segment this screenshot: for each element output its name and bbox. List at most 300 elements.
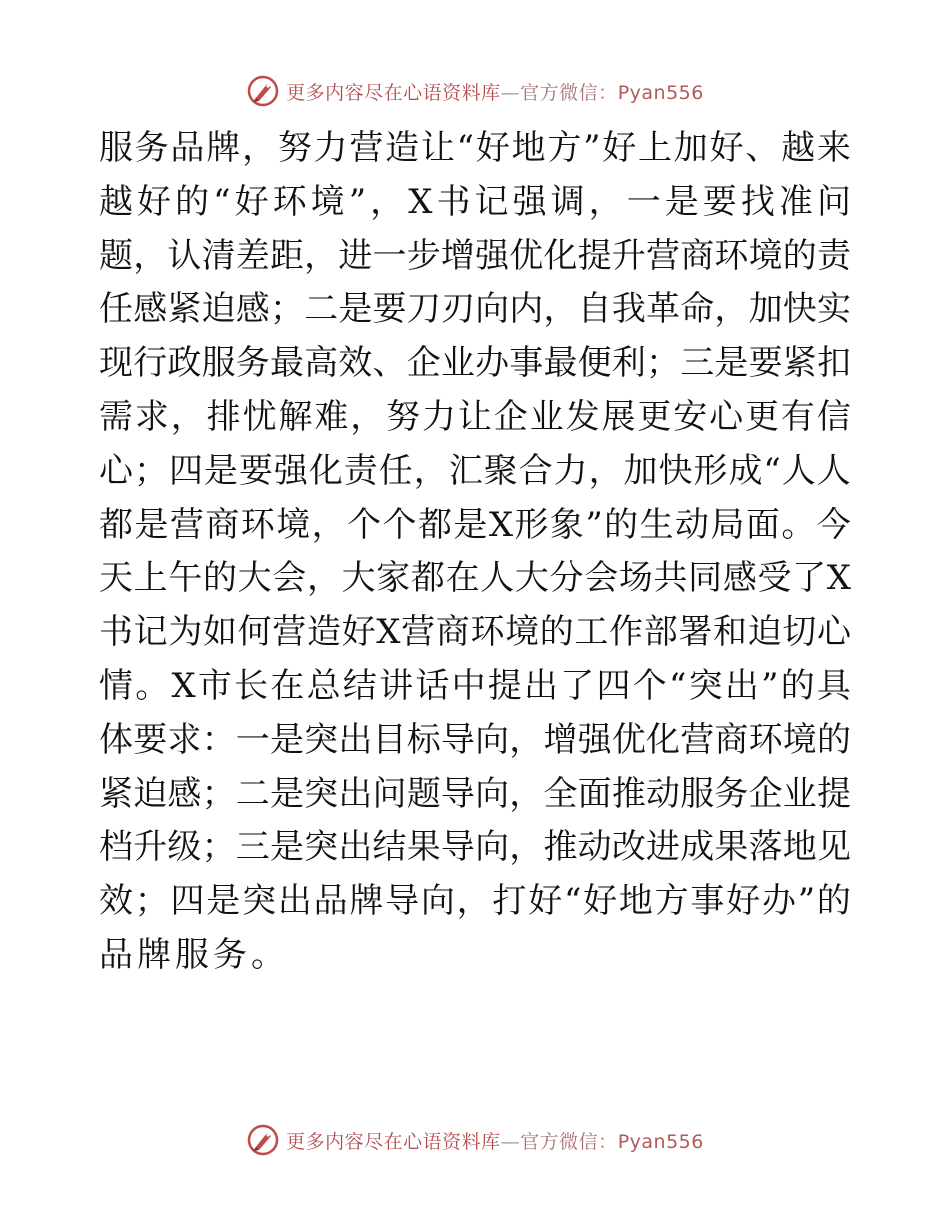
body-char: 要 (748, 343, 783, 384)
body-char: ， (714, 289, 749, 330)
body-char: 是 (134, 504, 169, 545)
body-char: 书 (436, 181, 471, 222)
body-char: 品 (170, 128, 205, 168)
body-char: 果 (714, 827, 749, 868)
body-char: 有 (780, 396, 815, 437)
body-char: 是 (206, 881, 241, 922)
body-char: 长 (234, 665, 269, 706)
body-char: 地 (511, 128, 546, 168)
body-char: 强 (273, 450, 308, 491)
body-char: 忧 (242, 396, 277, 437)
body-char: 署 (678, 612, 713, 653)
body-char: 都 (410, 558, 445, 599)
body-char: 人 (480, 558, 515, 599)
body-char: 汇 (448, 450, 483, 491)
body-char: 排 (206, 396, 241, 437)
body-char: 中 (451, 665, 486, 706)
body-char: ， (543, 289, 578, 330)
body-char: 话 (415, 665, 450, 706)
body-char: 动 (646, 773, 680, 814)
body-char: 午 (168, 558, 203, 599)
body-char: 方 (654, 881, 689, 922)
document-body (99, 122, 851, 983)
body-char: 形 (693, 450, 728, 491)
body-char: 要 (702, 181, 737, 222)
body-char: ； (201, 827, 236, 868)
body-char: 都 (417, 504, 452, 545)
body-char: 提 (816, 773, 851, 814)
body-char: 努 (386, 396, 421, 437)
body-char: 了 (792, 558, 827, 599)
body-char: 出 (277, 881, 312, 922)
body-char: 加 (748, 289, 783, 330)
body-char: 如 (202, 612, 237, 653)
body-char: 迫 (747, 612, 782, 653)
body-char: 大 (341, 558, 376, 599)
body-char: 三 (680, 343, 715, 384)
body-char: 紧 (99, 773, 133, 814)
body-char: 办 (761, 881, 796, 922)
body-char: 导 (440, 773, 475, 814)
body-char: 环 (272, 181, 307, 222)
body-char: 级 (167, 827, 202, 868)
body-char: 越 (781, 128, 816, 168)
body-char: 好 (602, 128, 637, 168)
body-char: 书 (99, 612, 133, 653)
body-char: 会 (272, 558, 307, 599)
body-char: 具 (816, 665, 851, 706)
body-char: 距 (269, 235, 304, 276)
body-char: 感 (133, 289, 168, 330)
body-char: 上 (638, 128, 673, 168)
body-char: 业 (529, 396, 564, 437)
body-char: 扣 (816, 343, 851, 384)
body-char: 信 (816, 396, 851, 437)
body-char: 效 (99, 881, 133, 922)
body-char: ； (269, 289, 304, 330)
body-char: 家 (376, 558, 411, 599)
body-char: 强 (475, 235, 510, 276)
body-char: 认 (167, 235, 202, 276)
body-char: ， (311, 504, 346, 545)
body-char: 责 (343, 450, 378, 491)
body-char: 心 (709, 396, 744, 437)
body-char: X (488, 504, 514, 545)
body-char: 好 (528, 881, 563, 922)
body-char: 三 (235, 827, 270, 868)
body-char: 在 (270, 665, 305, 706)
body-char: 地 (618, 881, 653, 922)
body-char: 推 (543, 827, 578, 868)
body-char: 档 (99, 827, 133, 868)
body-char: 是 (269, 827, 304, 868)
body-char: 难 (314, 396, 349, 437)
body-char: 导 (440, 827, 475, 868)
body-char: 的 (539, 612, 574, 653)
body-line (99, 660, 851, 714)
body-char: 商 (680, 235, 715, 276)
body-char: 清 (201, 235, 236, 276)
body-char: 出 (338, 827, 373, 868)
body-char: 营 (680, 719, 715, 760)
body-char: 企 (748, 773, 783, 814)
body-line (99, 606, 851, 660)
body-char: 准 (778, 181, 813, 222)
body-char: 升 (133, 827, 168, 868)
body-char: ， (370, 181, 405, 222)
body-char: 强 (512, 181, 547, 222)
body-char: 心 (817, 612, 851, 653)
body-char: 四 (168, 450, 203, 491)
body-char: 是 (714, 343, 749, 384)
body-char: 是 (453, 504, 488, 545)
body-char: 求 (134, 396, 169, 437)
body-char: 题 (99, 235, 133, 276)
body-char: 展 (601, 396, 636, 437)
body-char: “ (563, 881, 582, 922)
body-char: 内 (509, 289, 544, 330)
body-char: 都 (99, 504, 133, 545)
body-char: 最 (543, 343, 578, 384)
body-char: 进 (338, 235, 373, 276)
body-char: 二 (235, 773, 270, 814)
body-char: 紧 (167, 289, 202, 330)
body-char: 、 (745, 128, 780, 168)
body-char: 商 (435, 612, 470, 653)
body-char: 商 (205, 504, 240, 545)
body-line (99, 445, 851, 499)
body-char: 调 (550, 181, 585, 222)
body-char: 事 (509, 343, 544, 384)
body-char: 形 (514, 504, 549, 545)
body-char: “ (763, 450, 781, 491)
body-char: 、 (372, 343, 407, 384)
footer-dash: — (500, 1130, 521, 1153)
body-char: 个 (632, 665, 667, 706)
body-line (99, 283, 851, 337)
body-line (99, 337, 851, 391)
body-char: 记 (474, 181, 509, 222)
body-char: 环 (748, 719, 783, 760)
body-char: 优 (611, 719, 646, 760)
body-char: 是 (664, 181, 699, 222)
body-char: 目 (372, 719, 407, 760)
body-char: 局 (710, 504, 745, 545)
body-char: 出 (724, 665, 759, 706)
body-char: 刃 (440, 289, 475, 330)
body-char: 出 (338, 719, 373, 760)
body-char: 来 (816, 128, 851, 168)
body-char: 发 (565, 396, 600, 437)
body-char: 找 (740, 181, 775, 222)
body-char: 感 (235, 289, 270, 330)
body-char: 造 (306, 612, 341, 653)
body-char: ， (306, 558, 341, 599)
header-main-text: 更多内容尽在心语资料库 (286, 81, 501, 104)
body-char: 营 (169, 504, 204, 545)
body-char: 刀 (406, 289, 441, 330)
body-char: 要 (372, 289, 407, 330)
body-char: 高 (304, 343, 339, 384)
body-char: 安 (673, 396, 708, 437)
body-char: 四 (596, 665, 631, 706)
body-line (99, 552, 851, 606)
body-char: 力 (422, 396, 457, 437)
body-char: ， (242, 128, 277, 168)
body-char: 何 (237, 612, 272, 653)
pen-nib-logo-icon (246, 74, 280, 108)
body-char: 牌 (206, 128, 241, 168)
body-char: 业 (782, 773, 817, 814)
body-char: 提 (487, 665, 522, 706)
body-char: 好 (709, 128, 744, 168)
body-char: 突 (304, 719, 339, 760)
body-char: 优 (509, 235, 544, 276)
body-char: 营 (272, 612, 307, 653)
body-char: 服 (201, 343, 236, 384)
body-char: 让 (420, 128, 455, 168)
footer-main-text: 更多内容尽在心语资料库 (286, 1130, 501, 1153)
body-char: 个 (382, 504, 417, 545)
body-char: 环 (470, 612, 505, 653)
body-char: 为 (168, 612, 203, 653)
body-char: 出 (524, 665, 559, 706)
body-char: 要 (238, 450, 273, 491)
body-char: 营 (401, 612, 436, 653)
body-char: 落 (748, 827, 783, 868)
body-char: 提 (577, 235, 612, 276)
body-char: 商 (714, 719, 749, 760)
body-char: 好 (234, 181, 269, 222)
body-char: X (376, 612, 401, 653)
body-char: 企 (406, 343, 441, 384)
body-char: 天 (99, 558, 133, 599)
body-char: 突 (304, 827, 339, 868)
body-char: ” (348, 181, 367, 222)
body-char: 四 (170, 881, 205, 922)
body-char: 好 (726, 881, 761, 922)
body-char: ， (588, 181, 623, 222)
body-char: “ (456, 128, 475, 168)
body-char: 营 (349, 128, 384, 168)
body-char: 向 (475, 827, 510, 868)
body-char: ， (133, 235, 168, 276)
body-char: 在 (445, 558, 480, 599)
body-char: ， (350, 396, 385, 437)
body-char: 最 (269, 343, 304, 384)
body-char: 总 (306, 665, 341, 706)
body-char: 境 (505, 612, 540, 653)
body-char: ， (456, 881, 491, 922)
body-char: 共 (653, 558, 688, 599)
body-char: ” (585, 504, 603, 545)
body-char: 的 (816, 881, 851, 922)
body-char: 面 (577, 773, 612, 814)
body-char: 加 (673, 128, 708, 168)
body-char: 造 (385, 128, 420, 168)
body-char: 增 (440, 235, 475, 276)
body-char: ” (761, 665, 779, 706)
body-char: 个 (347, 504, 382, 545)
body-char: 作 (609, 612, 644, 653)
page-footer (0, 1120, 950, 1160)
body-char: 地 (782, 827, 817, 868)
body-char: 果 (406, 827, 441, 868)
body-char: ” (797, 881, 816, 922)
header-dash: — (500, 81, 521, 104)
body-char: 成 (728, 450, 763, 491)
body-char: 命 (680, 289, 715, 330)
body-char: 求 (167, 719, 202, 760)
body-char: ， (413, 450, 448, 491)
body-char: 品 (99, 934, 137, 975)
body-char: 同 (688, 558, 723, 599)
body-char: 力 (313, 128, 348, 168)
body-char: 企 (493, 396, 528, 437)
body-char: 越 (99, 181, 133, 222)
body-char: 一 (235, 719, 270, 760)
body-char: 合 (518, 450, 553, 491)
body-char: 强 (577, 719, 612, 760)
pen-nib-logo-icon (246, 1123, 280, 1157)
body-char: 全 (543, 773, 578, 814)
body-char: 务 (714, 773, 749, 814)
body-char: 政 (167, 343, 202, 384)
body-line (99, 821, 851, 875)
body-char: 好 (341, 612, 376, 653)
body-char: 服 (175, 934, 213, 975)
body-char: 业 (440, 343, 475, 384)
body-char: 大 (514, 558, 549, 599)
body-char: 象 (549, 504, 584, 545)
body-char: 加 (623, 450, 658, 491)
body-char: 让 (457, 396, 492, 437)
header-label: 官方微信： (520, 81, 618, 104)
body-char: 。 (781, 504, 816, 545)
body-char: 情 (99, 665, 133, 706)
body-char: ； (201, 773, 236, 814)
body-char: ； (133, 450, 168, 491)
body-char: 。 (251, 934, 289, 975)
body-char: 自 (577, 289, 612, 330)
body-char: 好 (475, 128, 510, 168)
body-char: 利 (611, 343, 646, 384)
body-char: 工 (574, 612, 609, 653)
body-char: 境 (276, 504, 311, 545)
body-char: ； (646, 343, 680, 384)
body-char: 市 (197, 665, 232, 706)
body-char: 增 (543, 719, 578, 760)
body-line (99, 499, 851, 553)
body-char: 营 (646, 235, 680, 276)
body-char: “ (668, 665, 687, 706)
body-line (99, 230, 851, 284)
body-char: 好 (137, 181, 172, 222)
body-char: 务 (235, 343, 270, 384)
body-char: 进 (646, 827, 680, 868)
body-char: 打 (492, 881, 527, 922)
body-char: 化 (543, 235, 578, 276)
body-char: 大 (237, 558, 272, 599)
body-char: 境 (310, 181, 345, 222)
footer-banner-text (286, 1127, 704, 1154)
body-char: 牌 (137, 934, 175, 975)
body-char: 环 (240, 504, 275, 545)
body-char: 方 (547, 128, 582, 168)
body-char: 一 (372, 235, 407, 276)
body-char: ， (170, 396, 205, 437)
body-char: X (826, 558, 851, 599)
body-char: 问 (372, 773, 407, 814)
body-char: 是 (338, 289, 373, 330)
body-char: 向 (475, 773, 510, 814)
body-char: ， (509, 719, 544, 760)
body-line (99, 176, 851, 230)
body-char: ， (509, 827, 544, 868)
body-char: 的 (202, 558, 237, 599)
body-line (99, 391, 851, 445)
body-char: 突 (688, 665, 723, 706)
body-char: 的 (782, 235, 817, 276)
body-char: 的 (604, 504, 639, 545)
body-char: 成 (680, 827, 715, 868)
body-char: 解 (278, 396, 313, 437)
body-char: 境 (748, 235, 783, 276)
body-char: 务 (134, 128, 169, 168)
body-char: 上 (133, 558, 168, 599)
header-banner (246, 74, 704, 108)
body-char: 生 (639, 504, 674, 545)
body-char: 现 (99, 343, 133, 384)
body-char: 体 (99, 719, 133, 760)
body-char: 出 (338, 773, 373, 814)
body-char: 讲 (379, 665, 414, 706)
body-char: “ (213, 181, 231, 222)
body-char: 快 (658, 450, 693, 491)
body-char: 结 (342, 665, 377, 706)
body-line (99, 875, 851, 929)
body-char: 好 (583, 881, 618, 922)
body-char: 事 (690, 881, 725, 922)
body-char: ， (304, 235, 339, 276)
body-char: 导 (440, 719, 475, 760)
body-char: 牌 (349, 881, 384, 922)
footer-wechat-id: Pyan556 (617, 1130, 704, 1153)
body-char: 努 (277, 128, 312, 168)
body-char: 办 (475, 343, 510, 384)
body-char: 迫 (133, 773, 168, 814)
body-char: 快 (782, 289, 817, 330)
body-char: 会 (584, 558, 619, 599)
body-char: 向 (475, 289, 510, 330)
body-char: 记 (133, 612, 168, 653)
body-char: 是 (269, 773, 304, 814)
body-char: ： (201, 719, 236, 760)
body-char: ， (509, 773, 544, 814)
body-char: 切 (782, 612, 817, 653)
body-char: 服 (680, 773, 715, 814)
body-char: 紧 (782, 343, 817, 384)
body-char: 效 (338, 343, 373, 384)
body-char: 分 (549, 558, 584, 599)
footer-label: 官方微信： (520, 1130, 618, 1153)
body-char: 我 (611, 289, 646, 330)
body-char: 部 (643, 612, 678, 653)
body-char: 面 (745, 504, 780, 545)
body-char: 场 (618, 558, 653, 599)
body-char: 更 (637, 396, 672, 437)
body-char: 突 (304, 773, 339, 814)
